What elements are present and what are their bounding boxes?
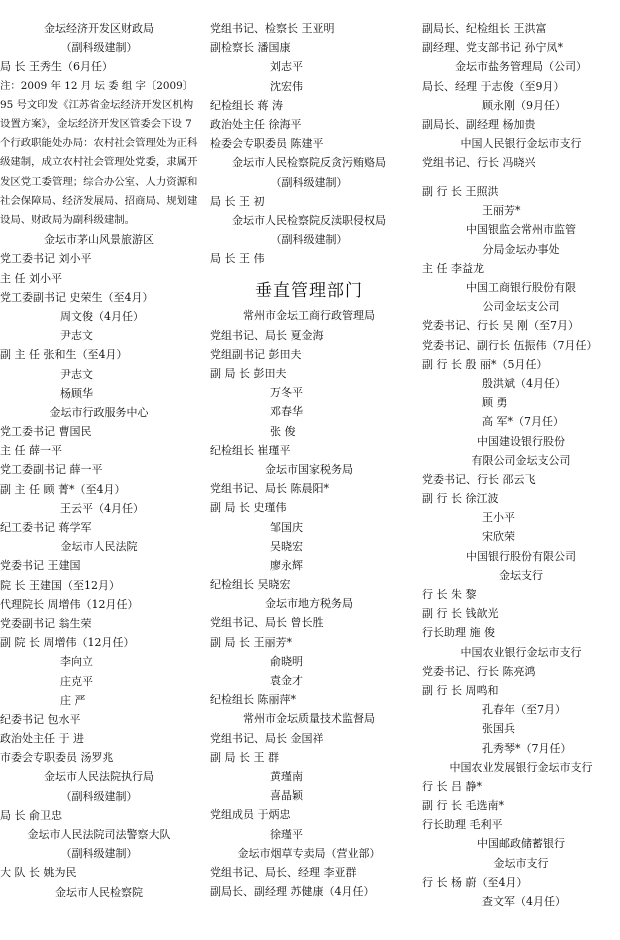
position-entry: 党委书记、行长 邵云飞 xyxy=(422,472,536,486)
name-continuation: 廖永辉 xyxy=(270,558,303,572)
position-entry: 副 行 长 钱歆光 xyxy=(422,607,499,621)
position-entry: 行长助理 施 俊 xyxy=(422,626,495,640)
position-entry: 大 队 长 姚为民 xyxy=(0,866,77,880)
position-entry: 检委会专职委员 陈建平 xyxy=(210,137,324,151)
name-continuation: 黄瑾南 xyxy=(270,769,303,783)
name-continuation: 庄克平 xyxy=(60,674,93,688)
org-heading: 金坛市烟草专卖局（营业部） xyxy=(237,846,381,860)
position-entry: 副 行 长 殷 丽*（5月任） xyxy=(422,357,548,371)
name-continuation: 刘志平 xyxy=(270,60,303,74)
position-entry: 党委书记、行长 吴 刚（至7月） xyxy=(422,319,579,333)
position-entry: 局长、经理 于志俊（至9月） xyxy=(422,79,565,93)
position-entry: 纪检组长 蒋 涛 xyxy=(210,98,283,112)
org-heading: （副科级建制） xyxy=(270,175,348,189)
org-heading: 金坛支行 xyxy=(499,568,543,582)
name-continuation: 宋欣荣 xyxy=(482,530,515,544)
position-entry: 行 长 吕 静* xyxy=(422,779,482,793)
position-entry: 党组书记、局长 陈晨阳* xyxy=(210,482,329,496)
org-heading: 中国人民银行金坛市支行 xyxy=(460,137,582,151)
position-entry: 副 局 长 王 群 xyxy=(210,750,279,764)
position-entry: 主 任 薛一平 xyxy=(0,444,62,458)
position-entry: 党工委书记 刘小平 xyxy=(0,252,92,266)
position-entry: 副 局 长 彭田夫 xyxy=(210,367,287,380)
position-entry: 党工委书记 曹国民 xyxy=(0,425,92,439)
position-entry: 党组书记、局长 曾长胜 xyxy=(210,616,324,630)
name-continuation: 王小平 xyxy=(482,511,515,525)
org-heading: 金坛市支行 xyxy=(493,856,549,870)
position-entry: 局 长 王 初 xyxy=(210,194,265,208)
position-entry: 党组成员 于炳忠 xyxy=(210,808,291,822)
position-entry: 副局长、副经理 苏健康（4月任） xyxy=(210,885,375,899)
position-entry: 副 行 长 徐江波 xyxy=(422,492,499,506)
position-entry: 行长助理 毛利平 xyxy=(422,818,503,832)
column-right xyxy=(422,19,620,911)
position-entry: 纪委书记 包水平 xyxy=(0,712,81,726)
name-continuation: 查文军（4月任） xyxy=(482,895,566,909)
org-heading: 中国农业发展银行金坛市支行 xyxy=(449,760,593,774)
position-entry: 行 长 朱 黎 xyxy=(422,588,477,602)
position-entry: 党委书记、行长 陈亮鸿 xyxy=(422,664,536,678)
position-entry: 党组书记、局长 金国祥 xyxy=(210,731,324,745)
org-heading: 中国银监会常州市监管 xyxy=(466,223,576,237)
position-entry: 党委书记 王建国 xyxy=(0,559,81,573)
org-heading: 金坛经济开发区财政局 xyxy=(44,22,154,35)
org-heading: 常州市金坛质量技术监督局 xyxy=(243,712,375,726)
section-title: 垂直管理部门 xyxy=(255,281,363,302)
position-entry: 党工委副书记 薛一平 xyxy=(0,463,103,477)
name-continuation: 喜晶颖 xyxy=(270,789,303,803)
position-entry: 纪检组长 崔瑾平 xyxy=(210,443,291,457)
position-entry: 党组书记、局长、经理 李亚群 xyxy=(210,865,357,879)
name-continuation: 殷洪斌（4月任） xyxy=(482,376,566,390)
name-continuation: 张国兵 xyxy=(482,722,515,736)
name-continuation: 周文俊（4月任） xyxy=(60,309,144,323)
name-continuation: 孔秀琴*（7月任） xyxy=(482,741,572,755)
position-entry: 党组书记、行长 冯晓兴 xyxy=(422,156,536,170)
position-entry: 局 长 俞卫忠 xyxy=(0,808,62,822)
position-entry: 党组书记、局长 夏金海 xyxy=(210,328,324,342)
position-entry: 副检察长 潘国康 xyxy=(210,41,291,55)
position-entry: 党工委副书记 史荣生（至4月） xyxy=(0,290,154,304)
org-heading: 中国农业银行金坛市支行 xyxy=(460,645,582,659)
org-heading: 金坛市人民法院执行局 xyxy=(44,770,154,784)
position-entry: 纪检组长 吴晓宏 xyxy=(210,578,291,592)
name-continuation: 袁金才 xyxy=(270,674,303,687)
name-continuation: 徐瑾平 xyxy=(270,827,303,841)
org-heading: 公司金坛支公司 xyxy=(482,300,560,314)
position-entry: 局 长 王 伟 xyxy=(210,252,265,266)
org-heading: 金坛市盐务管理局（公司） xyxy=(455,60,587,74)
position-entry: 副 行 长 毛选南* xyxy=(422,799,504,813)
spacer xyxy=(422,173,620,183)
org-heading: （副科级建制） xyxy=(270,233,348,247)
position-entry: 主 任 刘小平 xyxy=(0,271,62,285)
org-heading: 金坛市人民检察院 xyxy=(55,885,143,899)
position-entry: 副局长、副经理 杨加贵 xyxy=(422,117,536,131)
position-entry: 副 行 长 周鸣和 xyxy=(422,683,499,697)
position-entry: 副经理、党支部书记 孙宁凤* xyxy=(422,41,563,55)
name-continuation: 孔春年（至7月） xyxy=(482,703,566,717)
position-entry: 局 长 王秀生（6月任） xyxy=(0,60,113,74)
org-heading: 中国银行股份有限公司 xyxy=(466,549,576,563)
name-continuation: 李向立 xyxy=(60,655,93,669)
org-heading: 中国工商银行股份有限 xyxy=(466,281,576,295)
org-heading: 金坛市人民检察院反贪污贿赂局 xyxy=(232,156,386,170)
org-heading: 常州市金坛工商行政管理局 xyxy=(243,309,375,323)
position-entry: 院 长 王建国（至12月） xyxy=(0,578,120,592)
name-continuation: 王丽芳* xyxy=(482,204,521,218)
name-continuation: 俞晓明 xyxy=(270,654,303,668)
note-paragraph: 注：2009 年 12 月 坛 委 组 字〔2009〕95 号文印发《江苏省金坛经济开发区机构设置方案》，金坛经济开发区管委会下设 7 个行政职能处办局：农村社会管理处为正科级建制，成立农村社会管理处党委，隶属开发区党工委管理；综合办公室、人力资源和社会保障局、经济发展局、招商局、规划建设局、财政局为副科级建制。 xyxy=(0,79,198,226)
position-entry: 副 局 长 史瑾伟 xyxy=(210,501,287,515)
position-entry: 副 主 任 张和生（至4月） xyxy=(0,348,128,362)
org-heading: 金坛市国家税务局 xyxy=(265,462,353,476)
name-continuation: 杨顾华 xyxy=(60,386,93,400)
position-entry: 副 院 长 周增伟（12月任） xyxy=(0,636,135,650)
column-left xyxy=(0,19,198,902)
org-heading: 金坛市茅山风景旅游区 xyxy=(44,233,154,247)
name-continuation: 尹志文 xyxy=(60,367,93,381)
position-entry: 副 局 长 王丽芳* xyxy=(210,635,292,649)
position-entry: 政治处主任 徐海平 xyxy=(210,117,302,131)
org-heading: 金坛市人民检察院反渎职侵权局 xyxy=(232,213,386,227)
name-continuation: 王云平（4月任） xyxy=(60,501,144,515)
org-heading: 中国邮政储蓄银行 xyxy=(477,837,565,851)
org-heading: （副科级建制） xyxy=(60,847,138,861)
position-entry: 政治处主任 于 进 xyxy=(0,732,84,746)
position-entry: 代理院长 周增伟（12月任） xyxy=(0,597,139,611)
position-entry: 纪检组长 陈丽萍* xyxy=(210,693,296,707)
org-heading: 金坛市人民法院司法警察大队 xyxy=(27,828,171,841)
org-heading: 分局金坛办事处 xyxy=(482,242,560,256)
position-entry: 党组书记、检察长 王亚明 xyxy=(210,22,335,35)
name-continuation: 顾 勇 xyxy=(482,396,508,410)
name-continuation: 沈宏伟 xyxy=(270,79,303,93)
position-entry: 行 长 杨 蔚（至4月） xyxy=(422,875,528,889)
position-entry: 副局长、纪检组长 王洪富 xyxy=(422,22,547,35)
column-middle xyxy=(210,19,408,901)
name-continuation: 邓春华 xyxy=(270,405,303,419)
position-entry: 纪工委书记 蒋学军 xyxy=(0,521,92,534)
org-heading: 金坛市地方税务局 xyxy=(265,597,353,611)
org-heading: 金坛市行政服务中心 xyxy=(49,405,149,419)
name-continuation: 张 俊 xyxy=(270,424,296,438)
org-heading: （副科级建制） xyxy=(60,41,138,55)
position-entry: 市委会专职委员 汤罗兆 xyxy=(0,751,114,765)
org-heading: （副科级建制） xyxy=(60,789,138,803)
name-continuation: 吴晓宏 xyxy=(270,539,303,553)
name-continuation: 邹国庆 xyxy=(270,520,303,534)
position-entry: 党组副书记 彭田夫 xyxy=(210,347,302,361)
name-continuation: 万冬平 xyxy=(270,386,303,400)
position-entry: 副 主 任 顾 菁*（至4月） xyxy=(0,482,126,496)
position-entry: 副 行 长 王照洪 xyxy=(422,185,499,199)
position-entry: 党委书记、副行长 伍振伟（7月任） xyxy=(422,338,598,352)
org-heading: 金坛市人民法院 xyxy=(60,540,138,554)
position-entry: 党委副书记 翁生荣 xyxy=(0,616,92,630)
org-heading: 有限公司金坛支公司 xyxy=(471,453,571,467)
name-continuation: 顾永刚（9月任） xyxy=(482,98,566,112)
name-continuation: 尹志文 xyxy=(60,329,93,343)
name-continuation: 庄 严 xyxy=(60,693,86,707)
position-entry: 主 任 李益龙 xyxy=(422,261,484,275)
org-heading: 中国建设银行股份 xyxy=(477,434,565,448)
name-continuation: 高 军*（7月任） xyxy=(482,415,564,429)
